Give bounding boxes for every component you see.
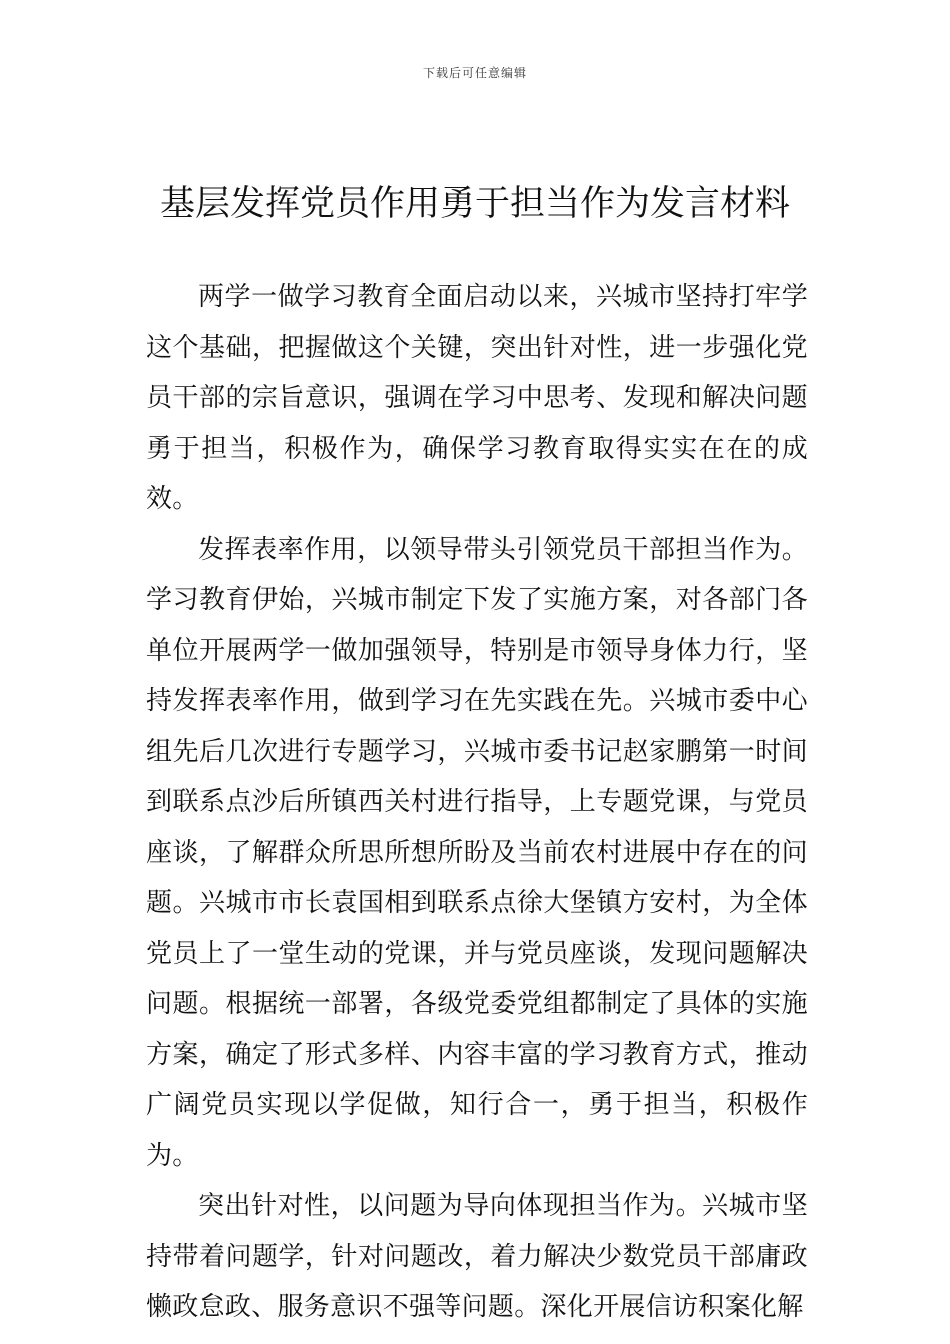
document-title: 基层发挥党员作用勇于担当作为发言材料 bbox=[159, 184, 790, 224]
paragraph-2: 发挥表率作用，以领导带头引领党员干部担当作为。学习教育伊始，兴城市制定下发了实施方案，对各部门各单位开展两学一做加强领导，特别是市领导身体力行，坚持发挥表率作用，做到学习在先实践在先。兴城市委中心组先后几次进行专题学习，兴城市委书记赵家鹏第一时间到联系点沙后所镇西关村进行指导，上专题党课，与党员座谈，了解群众所思所想所盼及当前农村进展中存在的问题。兴城市市长袁国相到联系点徐大堡镇方安村，为全体党员上了一堂生动的党课，并与党员座谈，发现问题解决问题。根据统一部署，各级党委党组都制定了具体的实施方案，确定了形式多样、内容丰富的学习教育方式，推动广阔党员实现以学促做，知行合一，勇于担当，积极作为。 bbox=[146, 534, 808, 1171]
header-note: 下载后可任意编辑 bbox=[422, 66, 527, 80]
paragraph-3: 突出针对性，以问题为导向体现担当作为。兴城市坚持带着问题学，针对问题改，着力解决少数党员干部庸政懒政怠政、服务意识不强等问题。深化开展信访积案化解 bbox=[146, 1191, 808, 1322]
document-body bbox=[146, 272, 808, 1333]
paragraph-1: 两学一做学习教育全面启动以来，兴城市坚持打牢学这个基础，把握做这个关键，突出针对性，进一步强化党员干部的宗旨意识，强调在学习中思考、发现和解决问题勇于担当，积极作为，确保学习教育取得实实在在的成效。 bbox=[146, 282, 808, 514]
